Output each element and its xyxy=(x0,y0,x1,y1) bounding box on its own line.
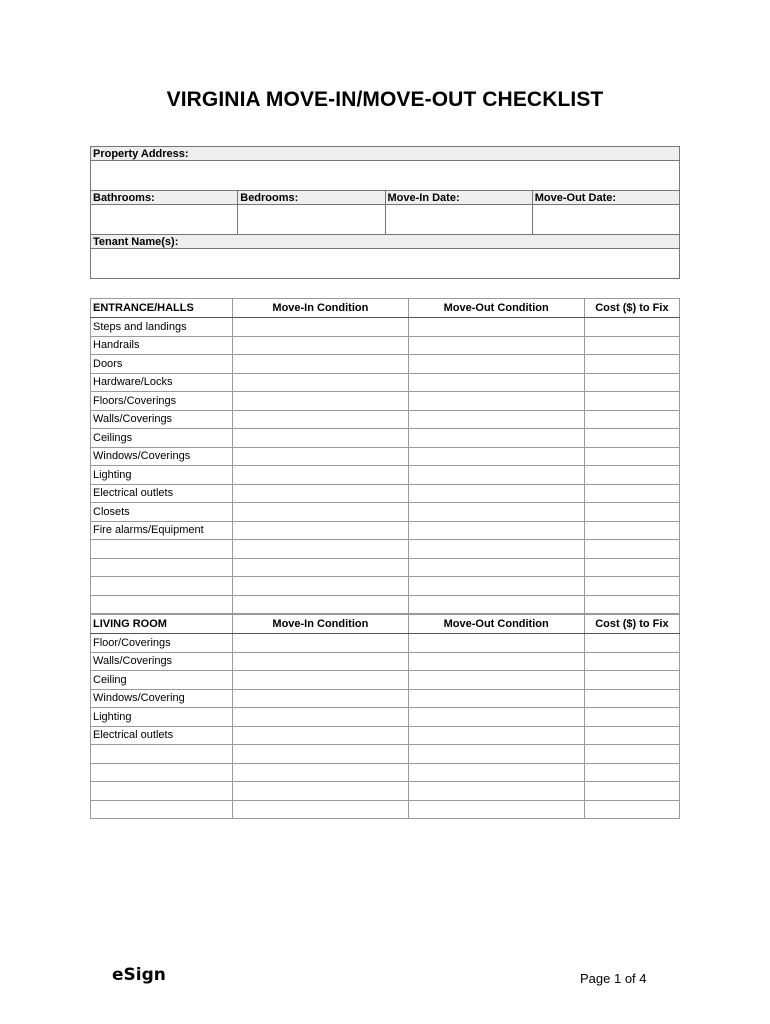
move-in-condition-cell[interactable] xyxy=(233,689,408,708)
move-out-condition-cell[interactable] xyxy=(408,745,584,764)
cost-to-fix-cell[interactable] xyxy=(584,392,679,411)
move-out-condition-cell[interactable] xyxy=(408,540,584,559)
cost-to-fix-cell[interactable] xyxy=(584,782,679,801)
move-in-condition-cell[interactable] xyxy=(233,800,408,819)
move-out-condition-cell[interactable] xyxy=(408,558,584,577)
move-out-condition-cell[interactable] xyxy=(408,373,584,392)
move-out-condition-cell[interactable] xyxy=(408,652,584,671)
checklist-row xyxy=(91,410,680,429)
move-in-condition-cell[interactable] xyxy=(233,410,408,429)
cost-to-fix-cell[interactable] xyxy=(584,318,679,337)
checklist-item-label: Walls/Coverings xyxy=(91,410,233,429)
move-out-condition-cell[interactable] xyxy=(408,689,584,708)
move-out-condition-cell[interactable] xyxy=(408,392,584,411)
move-out-condition-cell[interactable] xyxy=(408,782,584,801)
cost-to-fix-cell[interactable] xyxy=(584,634,679,653)
checklist-row xyxy=(91,429,680,448)
cost-to-fix-cell[interactable] xyxy=(584,503,679,522)
checklist-row xyxy=(91,503,680,522)
move-in-condition-cell[interactable] xyxy=(233,652,408,671)
move-out-condition-cell[interactable] xyxy=(408,410,584,429)
checklist-row xyxy=(91,782,680,801)
checklist-item-label: Closets xyxy=(91,503,233,522)
move-in-condition-cell[interactable] xyxy=(233,355,408,374)
checklist-item-label: Steps and landings xyxy=(91,318,233,337)
move-in-condition-cell[interactable] xyxy=(233,503,408,522)
checklist-row xyxy=(91,763,680,782)
checklist-row xyxy=(91,521,680,540)
cost-to-fix-cell[interactable] xyxy=(584,763,679,782)
page-title: VIRGINIA MOVE-IN/MOVE-OUT CHECKLIST xyxy=(166,88,604,111)
checklist-item-label: Ceiling xyxy=(91,671,233,690)
checklist-item-label xyxy=(91,595,233,614)
move-out-condition-cell[interactable] xyxy=(408,595,584,614)
cost-to-fix-cell[interactable] xyxy=(584,577,679,596)
cost-to-fix-cell[interactable] xyxy=(584,652,679,671)
move-in-condition-cell[interactable] xyxy=(233,392,408,411)
property-info-table xyxy=(90,146,680,279)
move-out-date-label: Move-Out Date: xyxy=(532,191,679,205)
move-in-condition-cell[interactable] xyxy=(233,745,408,764)
checklist-row xyxy=(91,708,680,727)
checklist-item-label: Floors/Coverings xyxy=(91,392,233,411)
checklist-row xyxy=(91,745,680,764)
bathrooms-label: Bathrooms: xyxy=(91,191,238,205)
move-out-condition-header: Move-Out Condition xyxy=(408,615,584,634)
checklist-row xyxy=(91,634,680,653)
checklist-item-label: Electrical outlets xyxy=(91,726,233,745)
move-out-condition-cell[interactable] xyxy=(408,429,584,448)
move-in-condition-cell[interactable] xyxy=(233,318,408,337)
move-out-condition-header: Move-Out Condition xyxy=(408,299,584,318)
move-in-condition-cell[interactable] xyxy=(233,726,408,745)
move-out-condition-cell[interactable] xyxy=(408,336,584,355)
tenant-names-field[interactable] xyxy=(91,249,680,279)
cost-to-fix-cell[interactable] xyxy=(584,484,679,503)
checklist-row xyxy=(91,800,680,819)
move-in-condition-cell[interactable] xyxy=(233,558,408,577)
move-in-condition-cell[interactable] xyxy=(233,634,408,653)
move-out-condition-cell[interactable] xyxy=(408,726,584,745)
entrance-halls-table xyxy=(90,298,680,614)
move-in-date-field[interactable] xyxy=(385,205,532,235)
cost-to-fix-cell[interactable] xyxy=(584,447,679,466)
move-out-condition-cell[interactable] xyxy=(408,671,584,690)
checklist-item-label: Ceilings xyxy=(91,429,233,448)
cost-to-fix-cell[interactable] xyxy=(584,410,679,429)
checklist-row xyxy=(91,447,680,466)
cost-to-fix-cell[interactable] xyxy=(584,558,679,577)
checklist-item-label xyxy=(91,745,233,764)
move-out-condition-cell[interactable] xyxy=(408,318,584,337)
move-out-condition-cell[interactable] xyxy=(408,447,584,466)
checklist-item-label: Lighting xyxy=(91,708,233,727)
cost-to-fix-cell[interactable] xyxy=(584,429,679,448)
cost-to-fix-cell[interactable] xyxy=(584,671,679,690)
checklist-item-label: Handrails xyxy=(91,336,233,355)
checklist-row xyxy=(91,726,680,745)
move-out-condition-cell[interactable] xyxy=(408,577,584,596)
checklist-row xyxy=(91,336,680,355)
checklist-item-label: Walls/Coverings xyxy=(91,652,233,671)
move-out-condition-cell[interactable] xyxy=(408,763,584,782)
move-in-date-label: Move-In Date: xyxy=(385,191,532,205)
checklist-row xyxy=(91,689,680,708)
tenant-names-label: Tenant Name(s): xyxy=(91,235,680,249)
bedrooms-field[interactable] xyxy=(238,205,385,235)
move-in-condition-cell[interactable] xyxy=(233,373,408,392)
move-in-condition-cell[interactable] xyxy=(233,763,408,782)
cost-to-fix-header: Cost ($) to Fix xyxy=(584,615,679,634)
move-in-condition-cell[interactable] xyxy=(233,429,408,448)
checklist-item-label xyxy=(91,800,233,819)
move-in-condition-cell[interactable] xyxy=(233,782,408,801)
move-out-condition-cell[interactable] xyxy=(408,521,584,540)
move-in-condition-cell[interactable] xyxy=(233,671,408,690)
move-in-condition-cell[interactable] xyxy=(233,484,408,503)
checklist-row xyxy=(91,318,680,337)
esign-logo: eSign xyxy=(112,965,166,985)
checklist-item-label: Lighting xyxy=(91,466,233,485)
checklist-row xyxy=(91,652,680,671)
move-in-condition-cell[interactable] xyxy=(233,595,408,614)
move-in-condition-cell[interactable] xyxy=(233,577,408,596)
cost-to-fix-cell[interactable] xyxy=(584,689,679,708)
cost-to-fix-cell[interactable] xyxy=(584,373,679,392)
move-in-condition-cell[interactable] xyxy=(233,540,408,559)
checklist-row xyxy=(91,540,680,559)
checklist-item-label: Windows/Coverings xyxy=(91,447,233,466)
checklist-item-label: Doors xyxy=(91,355,233,374)
move-out-condition-cell[interactable] xyxy=(408,466,584,485)
checklist-row xyxy=(91,355,680,374)
cost-to-fix-cell[interactable] xyxy=(584,726,679,745)
cost-to-fix-cell[interactable] xyxy=(584,708,679,727)
entrance-heading: ENTRANCE/HALLS xyxy=(91,299,233,318)
move-in-condition-cell[interactable] xyxy=(233,336,408,355)
checklist-row xyxy=(91,577,680,596)
checklist-item-label xyxy=(91,782,233,801)
move-out-condition-cell[interactable] xyxy=(408,708,584,727)
checklist-row xyxy=(91,671,680,690)
checklist-item-label: Electrical outlets xyxy=(91,484,233,503)
cost-to-fix-cell[interactable] xyxy=(584,595,679,614)
property-address-field[interactable] xyxy=(91,161,680,191)
cost-to-fix-cell[interactable] xyxy=(584,745,679,764)
checklist-row xyxy=(91,484,680,503)
move-in-condition-header: Move-In Condition xyxy=(233,615,408,634)
living-room-table xyxy=(90,614,680,819)
page-number: Page 1 of 4 xyxy=(580,971,647,986)
checklist-row xyxy=(91,373,680,392)
move-out-condition-cell[interactable] xyxy=(408,634,584,653)
property-address-label: Property Address: xyxy=(91,147,680,161)
cost-to-fix-cell[interactable] xyxy=(584,355,679,374)
checklist-row xyxy=(91,595,680,614)
move-out-condition-cell[interactable] xyxy=(408,503,584,522)
checklist-item-label: Windows/Covering xyxy=(91,689,233,708)
checklist-item-label xyxy=(91,540,233,559)
cost-to-fix-cell[interactable] xyxy=(584,466,679,485)
checklist-item-label xyxy=(91,558,233,577)
cost-to-fix-cell[interactable] xyxy=(584,336,679,355)
cost-to-fix-header: Cost ($) to Fix xyxy=(584,299,679,318)
move-in-condition-cell[interactable] xyxy=(233,708,408,727)
checklist-item-label: Hardware/Locks xyxy=(91,373,233,392)
checklist-row xyxy=(91,392,680,411)
checklist-item-label: Fire alarms/Equipment xyxy=(91,521,233,540)
move-out-condition-cell[interactable] xyxy=(408,484,584,503)
checklist-item-label xyxy=(91,577,233,596)
cost-to-fix-cell[interactable] xyxy=(584,800,679,819)
move-in-condition-cell[interactable] xyxy=(233,521,408,540)
move-in-condition-cell[interactable] xyxy=(233,466,408,485)
move-in-condition-cell[interactable] xyxy=(233,447,408,466)
checklist-item-label xyxy=(91,763,233,782)
move-out-condition-cell[interactable] xyxy=(408,800,584,819)
bathrooms-field[interactable] xyxy=(91,205,238,235)
move-in-condition-header: Move-In Condition xyxy=(233,299,408,318)
cost-to-fix-cell[interactable] xyxy=(584,521,679,540)
cost-to-fix-cell[interactable] xyxy=(584,540,679,559)
move-out-condition-cell[interactable] xyxy=(408,355,584,374)
living-room-heading: LIVING ROOM xyxy=(91,615,233,634)
move-out-date-field[interactable] xyxy=(532,205,679,235)
checklist-row xyxy=(91,558,680,577)
bedrooms-label: Bedrooms: xyxy=(238,191,385,205)
checklist-item-label: Floor/Coverings xyxy=(91,634,233,653)
checklist-row xyxy=(91,466,680,485)
